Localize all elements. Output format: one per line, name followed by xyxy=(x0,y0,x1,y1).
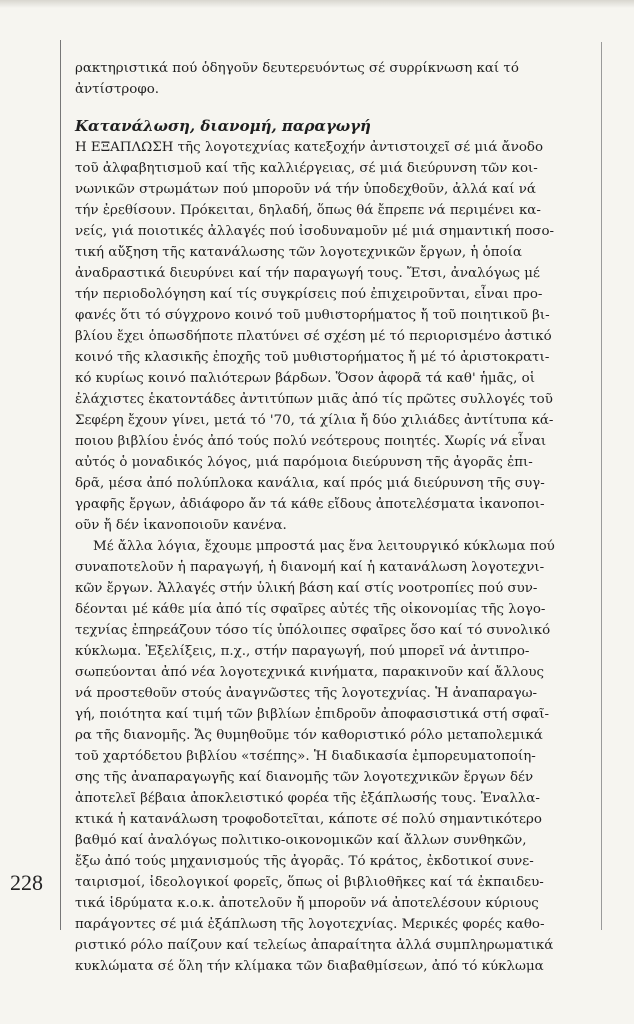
section-heading: Κατανάλωση, διανομή, παραγωγή xyxy=(75,117,371,135)
continued-paragraph: ρακτηριστικά πού ὁδηγοῦν δευτερευόντως σέ συρρίκνωση καί τό ἀντίστροφο. xyxy=(75,61,519,97)
page-top-shadow xyxy=(0,0,634,8)
page-number: 228 xyxy=(10,870,43,895)
page-text xyxy=(75,58,597,977)
left-margin-rule xyxy=(60,40,61,930)
right-margin-rule xyxy=(601,42,602,930)
paragraph-2: Μέ ἄλλα λόγια, ἔχουμε μπροστά μας ἕνα λειτουργικό κύκλωμα πού συναποτελοῦν ἡ παραγωγή, ἡ διανομή καί ἡ κατανάλωση λογοτεχνι- κῶν ἔργων. Ἀλλαγές στήν ὑλική βάση καί στίς νοοτροπίες πού συν- δέονται μέ κάθε μία ἀπό τίς σφαῖρες αὐτές τῆς οἰκονομίας τῆς λογο- τεχνίας ἐπηρεάζουν τόσο τίς ὑπόλοιπες σφαῖρες ὅσο καί τό συνολικό κύκλωμα. Ἐξελίξεις, π.χ., στήν παραγωγή, πού μπορεῖ νά ἀντιπρο- σωπεύονται ἀπό νέα λογοτεχνικά κινήματα, παρακινοῦν καί ἄλλους νά προστεθοῦν στούς ἀναγνῶστες τῆς λογοτεχνίας. Ἡ ἀναπαραγω- γή, ποιότητα καί τιμή τῶν βιβλίων ἐπιδροῦν ἀποφασιστικά στή σφαῖ- ρα τῆς διανομῆς. Ἄς θυμηθοῦμε τόν καθοριστικό ρόλο μεταπολεμικά τοῦ χαρτόδετου βιβλίου «τσέπης». Ἡ διαδικασία ἐμπορευματοποίη- σης τῆς ἀναπαραγωγῆς καί διανομῆς τῶν λογοτεχνικῶν ἔργων δέν ἀποτελεῖ βέβαια ἀποκλειστικό φορέα τῆς ἐξάπλωσής τους. Ἐναλλα- κτικά ἡ κατανάλωση τροφοδοτεῖται, κάποτε σέ πολύ σημαντικότερο βαθμό καί ἀναλόγως πολιτικο-οικονομικῶν καί ἄλλων συνθηκῶν, ἔξω ἀπό τούς μηχανισμούς τῆς ἀγορᾶς. Τό κράτος, ἐκδοτικοί συνε- ταιρισμοί, ἰδεολογικοί φορεῖς, ὅπως οἱ βιβλιοθῆκες καί τά ἐκπαιδευ- τικά ἱδρύματα κ.ο.κ. ἀποτελοῦν ἤ μποροῦν νά ἀποτελέσουν κύριους παράγοντες σέ μιά ἐξάπλωση τῆς λογοτεχνίας. Μερικές φορές καθο- ριστικό ρόλο παίζουν καί τελείως ἀπαραίτητα ἀλλά συμπληρωματικά κυκλώματα σέ ὅλη τήν κλίμακα τῶν διαβαθμίσεων, ἀπό τό κύκλωμα xyxy=(75,539,555,974)
paragraph-1: Η ΕΞΑΠΛΩΣΗ τῆς λογοτεχνίας κατεξοχήν ἀντιστοιχεῖ σέ μιά ἄνοδο τοῦ ἀλφαβητισμοῦ καί τῆς καλλιέργειας, σέ μιά διεύρυνση τῶν κοι- νωνικῶν στρωμάτων πού μποροῦν νά τήν ὑποδεχθοῦν, ἀλλά καί νά τήν ἐρεθίσουν. Πρόκειται, δηλαδή, ὅπως θά ἔπρεπε νά περιμένει κα- νείς, γιά ποιοτικές ἀλλαγές πού ἰσοδυναμοῦν μέ μιά σημαντική ποσο- τική αὔξηση τῆς κατανάλωσης τῶν λογοτεχνικῶν ἔργων, ἡ ὁποία ἀναδραστικά διευρύνει καί τήν παραγωγή τους. Ἔτσι, ἀναλόγως μέ τήν περιοδολόγηση καί τίς συγκρίσεις πού ἐπιχειροῦνται, εἶναι προ- φανές ὅτι τό σύγχρονο κοινό τοῦ μυθιστορήματος ἤ τοῦ ποιητικοῦ βι- βλίου ἔχει ὁπωσδήποτε πλατύνει σέ σχέση μέ τό περιορισμένο ἀστικό κοινό τῆς κλασικῆς ἐποχῆς τοῦ μυθιστορήματος ἤ μέ τό ἀριστοκρατι- κό κυρίως κοινό παλιότερων βάρδων. Ὅσον ἀφορᾶ τά καθ' ἡμᾶς, οἱ ἐλάχιστες ἑκατοντάδες ἀντιτύπων μιᾶς ἀπό τίς πρῶτες συλλογές τοῦ Σεφέρη ἔχουν γίνει, μετά τό '70, τά χίλια ἤ δύο χιλιάδες ἀντίτυπα κά- ποιου βιβλίου ἑνός ἀπό τούς πολύ νεότερους ποιητές. Χωρίς νά εἶναι αὐτός ὁ μοναδικός λόγος, μιά παρόμοια διεύρυνση τῆς ἀγορᾶς ἐπι- δρᾶ, μέσα ἀπό πολύπλοκα κανάλια, καί πρός μιά διεύρυνση τῆς συγ- γραφῆς ἔργων, ἀδιάφορο ἄν τά κάθε εἴδους ἀποτελέσματα ἱκανοποι- οῦν ἤ δέν ἱκανοποιοῦν κανένα. xyxy=(75,140,555,533)
